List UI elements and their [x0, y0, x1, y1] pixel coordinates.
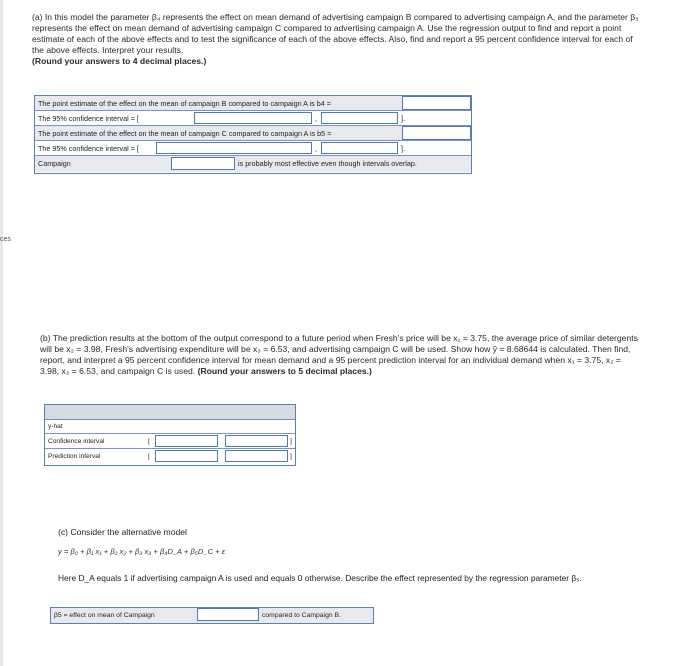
pred-open: [ [148, 453, 150, 460]
ci-b5-upper-input[interactable] [321, 142, 398, 154]
row-ci-b4 [35, 111, 471, 126]
ci-b4-lower-input[interactable] [194, 112, 312, 124]
ci-b5-close: ]. [401, 144, 405, 153]
part-a-answer-table [34, 95, 472, 174]
ci-b4-label: The 95% confidence interval = [ [38, 114, 139, 123]
part-c-campaign-dropdown[interactable] [197, 608, 259, 621]
row-ci-b5 [35, 141, 471, 156]
conf-lower-input[interactable] [155, 435, 218, 447]
row-b4 [35, 96, 471, 111]
ci-b5-comma: , [315, 144, 317, 153]
row-yhat [45, 419, 295, 434]
ci-b4-close: ]. [401, 114, 405, 123]
campaign-dropdown[interactable] [171, 157, 235, 170]
part-b-question [40, 333, 640, 377]
pred-lower-input[interactable] [155, 450, 218, 462]
pred-upper-input[interactable] [225, 450, 288, 462]
row-prediction [45, 449, 295, 464]
yhat-label: y-hat [48, 423, 63, 430]
part-b-round-note: (Round your answers to 5 decimal places.) [197, 366, 372, 376]
conf-upper-input[interactable] [225, 435, 288, 447]
campaign-label: Campaign [38, 159, 71, 168]
ci-b4-upper-input[interactable] [321, 112, 398, 124]
part-b-table-header [45, 405, 295, 420]
sidebar-stub-text: ces [0, 236, 11, 243]
pred-close: ] [290, 453, 292, 460]
b5-input[interactable] [402, 126, 471, 140]
b5-label: The point estimate of the effect on the mean of campaign C compared to campaign A is b5 = [38, 129, 332, 138]
part-a-question [32, 12, 642, 67]
part-a-text: (a) In this model the parameter β₄ represents the effect on mean demand of advertising campaign B compared to advertising campaign A, and the parameter β₅ represents the effect on mean demand of advertising campaign C compared to advertising campaign A. Use the regression output to find and report a point estimate of each of the above effects and to test the significance of each of the above effects. Also, find and report a 95 percent confidence interval for each of the above effects. Interpret your results. [32, 12, 639, 55]
pred-label: Prediction interval [48, 453, 101, 460]
b4-label: The point estimate of the effect on the mean of campaign B compared to campaign A is b4 = [38, 99, 331, 108]
conf-close: ] [290, 438, 292, 445]
part-c-equation: y = β₀ + β₁ x₁ + β₂ x₂ + β₃ x₃ + β₄D_A + β₅D_C + ε [58, 547, 226, 556]
ci-b5-label: The 95% confidence interval = [ [38, 144, 139, 153]
ci-b5-lower-input[interactable] [156, 142, 312, 154]
part-c-title: (c) Consider the alternative model [58, 527, 187, 537]
row-confidence [45, 434, 295, 449]
part-b-answer-table [44, 404, 296, 466]
campaign-text: is probably most effective even though intervals overlap. [238, 159, 417, 168]
part-c-text: Here D_A equals 1 if advertising campaign A is used and equals 0 otherwise. Describe the effect represented by the regression parameter β₅. [58, 573, 582, 583]
conf-label: Confidence interval [48, 438, 105, 445]
part-c-prefix: β5 = effect on mean of Campaign [54, 612, 155, 619]
part-c-answer-row [50, 607, 374, 624]
ci-b4-comma: , [315, 114, 317, 123]
row-campaign [35, 156, 471, 172]
conf-open: [ [148, 438, 150, 445]
part-c-suffix: compared to Campaign B. [262, 612, 341, 619]
left-edge-strip [0, 0, 3, 666]
part-b-text: (b) The prediction results at the bottom of the output correspond to a future period when Fresh's price will be x₁ = 3.75, the average price of similar detergents will be x₂ = 3.98, Fresh's advertising expenditure will be x₃ = 6.53, and advertising campaign C will be used. Show how ŷ = 8.68644 is calculated. Then find, report, and interpret a 95 percent confidence interval for mean demand and a 95 percent prediction interval for an individual demand when x₁ = 3.75, x₂ = 3.98, x₃ = 6.53, and campaign C is used. [40, 333, 638, 376]
part-a-round-note: (Round your answers to 4 decimal places.) [32, 56, 207, 66]
b4-input[interactable] [402, 96, 471, 110]
row-b5 [35, 126, 471, 141]
